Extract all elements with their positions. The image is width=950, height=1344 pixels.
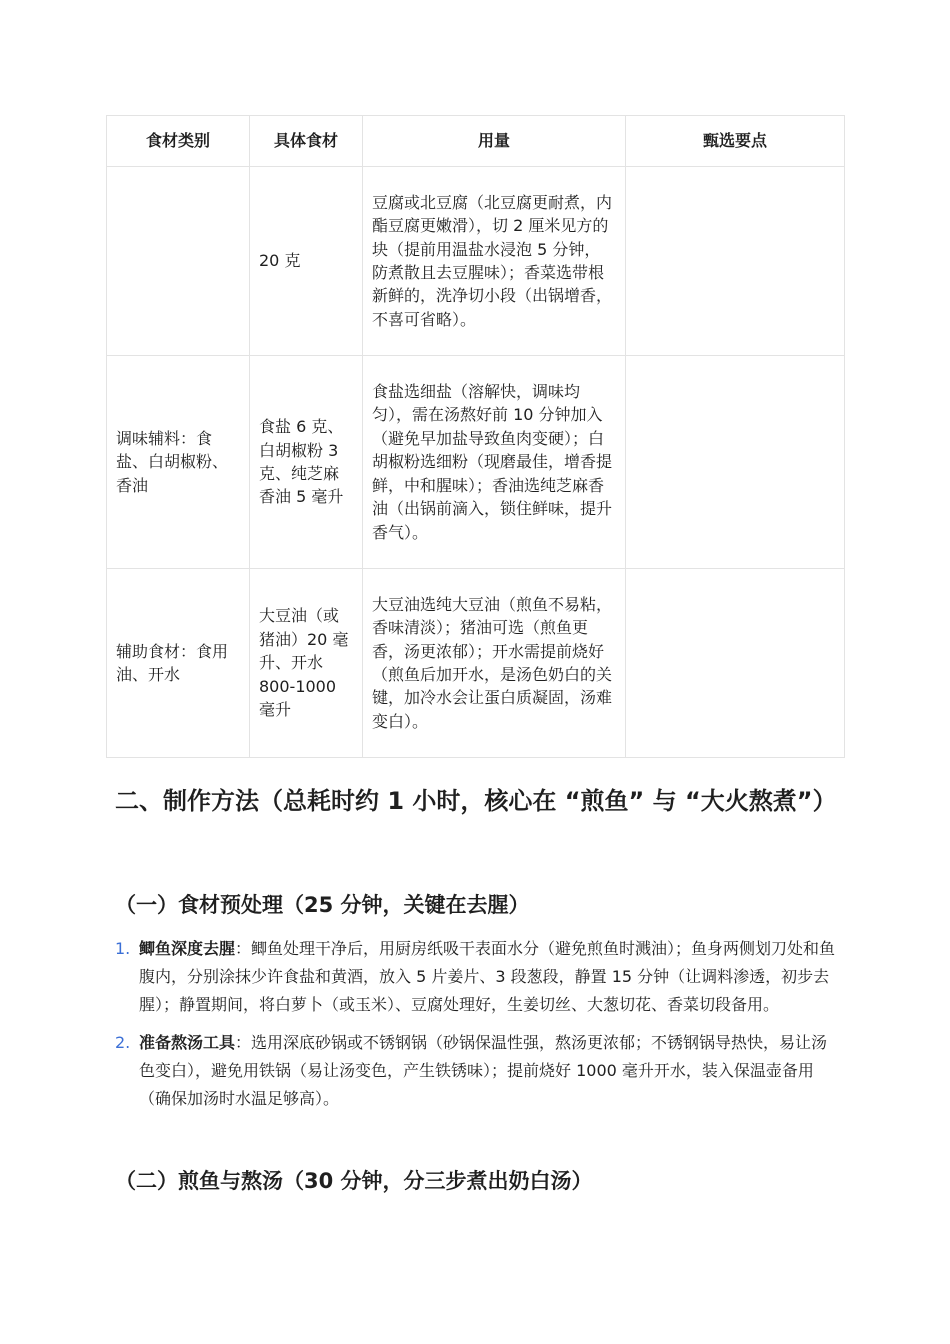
table-row <box>107 167 845 356</box>
header-item: 具体食材 <box>250 116 363 167</box>
table-header-row <box>107 116 845 167</box>
header-category: 食材类别 <box>107 116 250 167</box>
cell-category <box>107 167 250 356</box>
subheading-frying: （二）煎鱼与熬汤（30 分钟，分三步煮出奶白汤） <box>115 1169 593 1193</box>
list-item <box>115 1029 840 1113</box>
cell-item: 20 克 <box>250 167 363 356</box>
cell-amount: 豆腐或北豆腐（北豆腐更耐煮，内酯豆腐更嫩滑），切 2 厘米见方的块（提前用温盐水浸泡 5 分钟，防煮散且去豆腥味）；香菜选带根新鲜的，洗净切小段（出锅增香，不喜可省略）。 <box>363 167 626 356</box>
cell-tips <box>626 356 845 569</box>
cell-category: 调味辅料：食盐、白胡椒粉、香油 <box>107 356 250 569</box>
header-amount: 用量 <box>363 116 626 167</box>
header-tips: 甄选要点 <box>626 116 845 167</box>
table-row <box>107 356 845 569</box>
cell-item: 食盐 6 克、白胡椒粉 3 克、纯芝麻香油 5 毫升 <box>250 356 363 569</box>
step-text: ：鲫鱼处理干净后，用厨房纸吸干表面水分（避免煎鱼时溅油）；鱼身两侧划刀处和鱼腹内，分别涂抹少许食盐和黄酒，放入 5 片姜片、3 段葱段，静置 15 分钟（让调料渗透，初步去腥）；静置期间，将白萝卜（或玉米）、豆腐处理好，生姜切丝、大葱切花、香菜切段备用。 <box>139 939 836 1014</box>
cell-item: 大豆油（或猪油）20 毫升、开水 800-1000 毫升 <box>250 569 363 758</box>
ingredients-table <box>106 115 845 758</box>
cell-category: 辅助食材：食用油、开水 <box>107 569 250 758</box>
step-text: ：选用深底砂锅或不锈钢锅（砂锅保温性强，熬汤更浓郁；不锈钢锅导热快，易让汤色变白），避免用铁锅（易让汤变色，产生铁锈味）；提前烧好 1000 毫升开水，装入保温壶备用（确保加汤时水温足够高）。 <box>139 1033 828 1108</box>
step-label: 鲫鱼深度去腥 <box>139 939 236 958</box>
list-item <box>115 935 840 1019</box>
cell-tips <box>626 167 845 356</box>
step-number: 2. <box>115 1033 131 1052</box>
subheading-prep: （一）食材预处理（25 分钟，关键在去腥） <box>115 893 530 917</box>
step-label: 准备熬汤工具 <box>139 1033 236 1052</box>
cell-tips <box>626 569 845 758</box>
step-number: 1. <box>115 939 131 958</box>
prep-steps-list <box>115 935 840 1123</box>
table-row <box>107 569 845 758</box>
cell-amount: 食盐选细盐（溶解快，调味均匀），需在汤熬好前 10 分钟加入（避免早加盐导致鱼肉变硬）；白胡椒粉选细粉（现磨最佳，增香提鲜，中和腥味）；香油选纯芝麻香油（出锅前滴入，锁住鲜味，提升香气）。 <box>363 356 626 569</box>
section-heading-method: 二、制作方法（总耗时约 1 小时，核心在 “煎鱼” 与 “大火熬煮”） <box>115 787 837 815</box>
cell-amount: 大豆油选纯大豆油（煎鱼不易粘，香味清淡）；猪油可选（煎鱼更香，汤更浓郁）；开水需提前烧好（煎鱼后加开水，是汤色奶白的关键，加冷水会让蛋白质凝固，汤难变白）。 <box>363 569 626 758</box>
